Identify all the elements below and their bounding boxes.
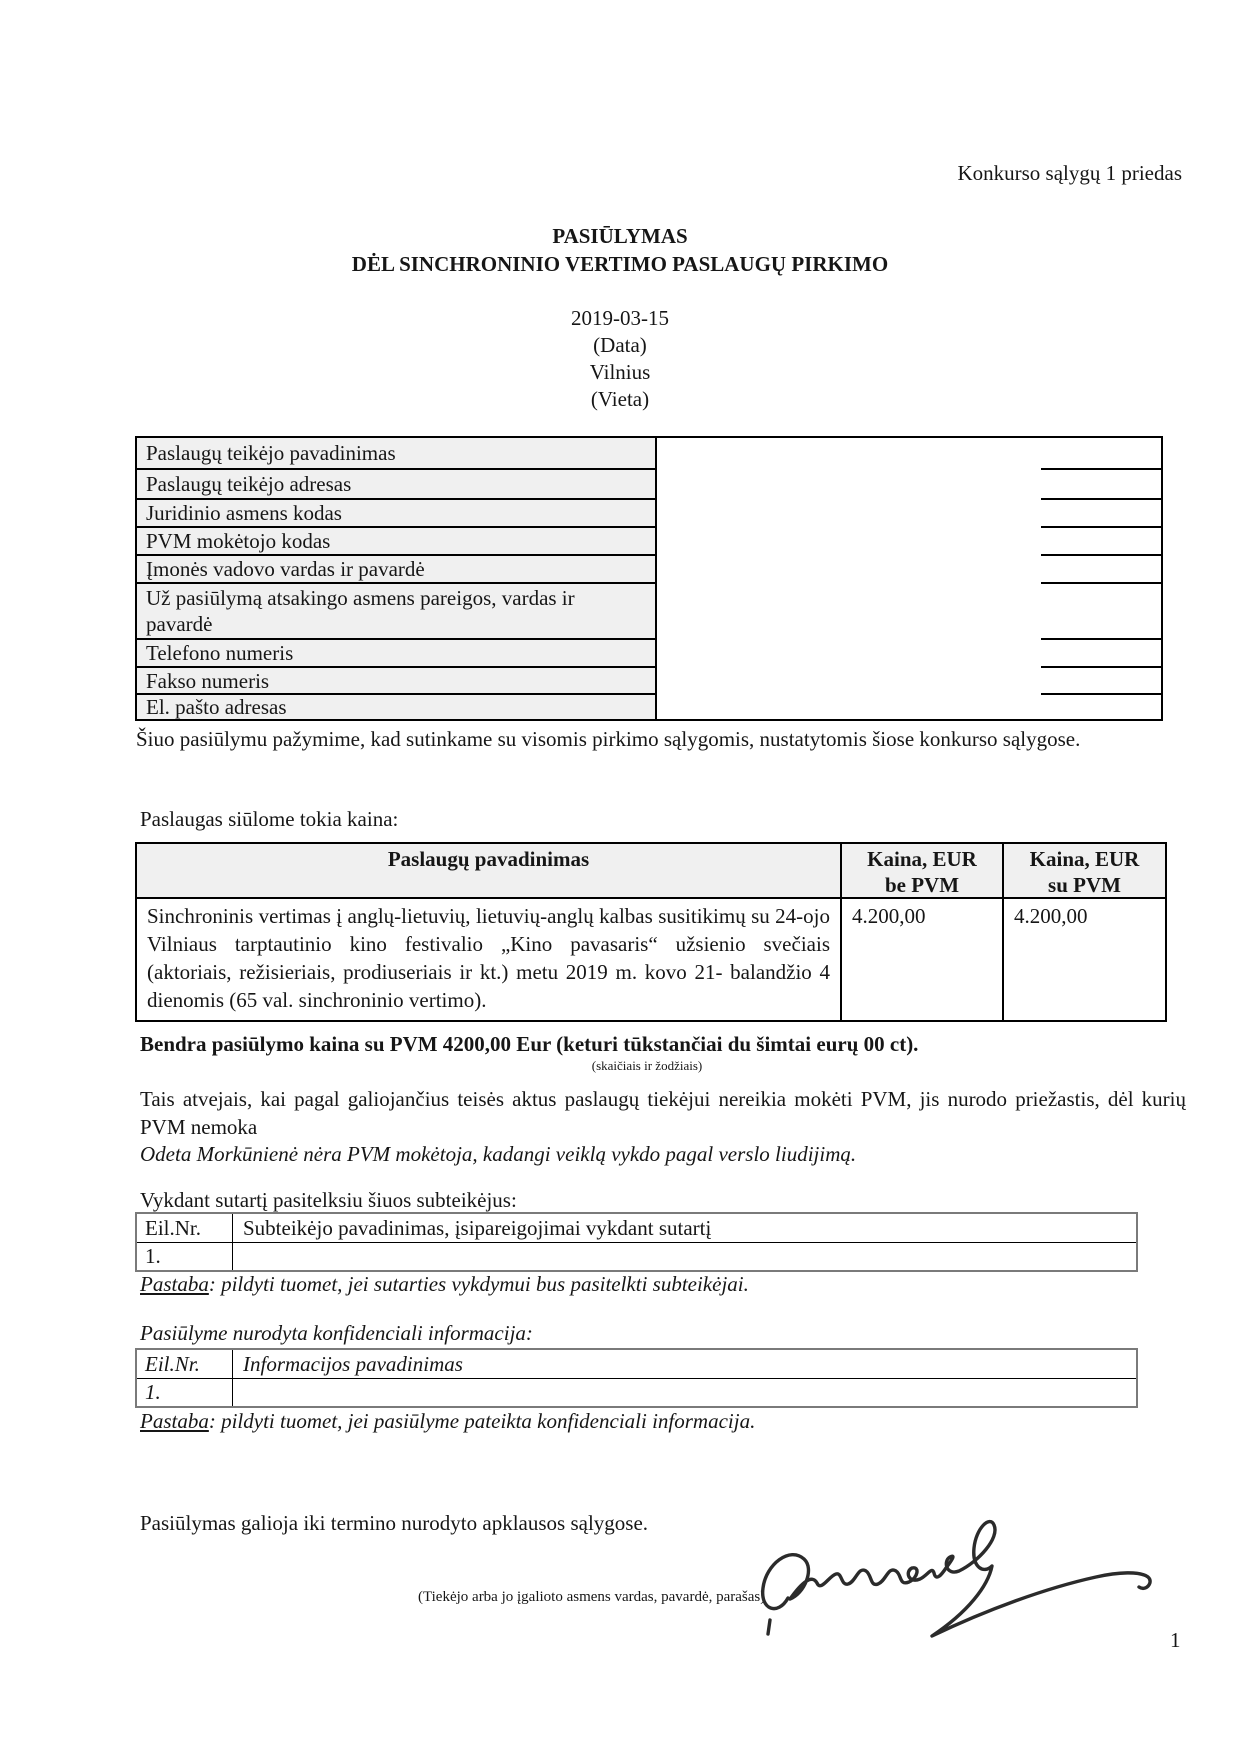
service-description: Sinchroninis vertimas į anglų-lietuvių, lietuvių-anglų kalbas susitikimų su 24-ojo Vilniaus tarptautinio kino festivalio „Kino pavasaris“ užsienio svečiais (aktoriais, režisieriais, prodiuseriais ir kt.) metu 2019 m. kovo 21- balandžio 4 dienomis (65 val. sinchroninio vertimo). <box>137 899 842 1020</box>
row-number: 1. <box>137 1243 233 1270</box>
field-value-area <box>657 500 1161 528</box>
subcontractors-note <box>140 1271 749 1298</box>
field-value-area <box>657 584 1161 640</box>
field-label: Fakso numeris <box>137 668 657 695</box>
table-row <box>137 556 1161 584</box>
signature-image <box>746 1516 1170 1654</box>
price-excl-vat-value: 4.200,00 <box>842 899 1004 1020</box>
table-row <box>137 438 1161 470</box>
column-header-information: Informacijos pavadinimas <box>243 1352 463 1376</box>
price-table-header <box>137 844 1165 897</box>
row-number: 1. <box>137 1379 233 1406</box>
field-label: Įmonės vadovo vardas ir pavardė <box>137 556 657 584</box>
price-table <box>135 842 1167 1022</box>
table-row <box>137 668 1161 695</box>
vat-exemption-note: Tais atvejais, kai pagal galiojančius teisės aktus paslaugų tiekėjui nereikia mokėti PVM, jis nurodo priežastis, dėl kurių PVM nemoka <box>140 1087 1186 1139</box>
date-place-block <box>100 305 1140 413</box>
field-value-area <box>657 528 1161 556</box>
column-header-nr: Eil.Nr. <box>137 1214 233 1242</box>
table-row <box>137 1243 1136 1270</box>
table-row <box>137 470 1161 500</box>
subcontractors-table <box>135 1212 1138 1272</box>
confidential-table-header <box>137 1350 1136 1379</box>
column-header-nr: Eil.Nr. <box>137 1350 233 1378</box>
date-caption: (Data) <box>593 333 647 357</box>
date-value: 2019-03-15 <box>571 306 669 330</box>
field-label: Už pasiūlymą atsakingo asmens pareigos, vardas ir pavardė <box>137 584 657 640</box>
note-label: Pastaba <box>140 1272 209 1296</box>
total-price-caption: (skaičiais ir žodžiais) <box>591 1058 703 1073</box>
page-number: 1 <box>1170 1628 1181 1652</box>
table-row <box>137 1379 1136 1406</box>
validity-statement: Pasiūlymas galioja iki termino nurodyto apklausos sąlygose. <box>140 1511 649 1535</box>
annex-note: Konkurso sąlygų 1 priedas <box>957 161 1182 185</box>
column-header-subcontractor: Subteikėjo pavadinimas, įsipareigojimai vykdant sutartį <box>243 1216 712 1240</box>
note-text: : pildyti tuomet, jei pasiūlyme pateikta konfidenciali informacija. <box>208 1409 756 1433</box>
title-line-1: PASIŪLYMAS <box>552 224 688 248</box>
title-line-2: DĖL SINCHRONINIO VERTIMO PASLAUGŲ PIRKIMO <box>351 252 889 276</box>
total-price-statement: Bendra pasiūlymo kaina su PVM 4200,00 Eur (keturi tūkstančiai du šimtai eurų 00 ct). <box>140 1032 919 1056</box>
field-value-area <box>657 556 1161 584</box>
note-text: : pildyti tuomet, jei sutarties vykdymui bus pasitelkti subteikėjai. <box>208 1272 749 1296</box>
column-header-price-excl-vat: Kaina, EUR be PVM <box>842 844 1004 897</box>
table-row <box>137 584 1161 640</box>
field-label: Paslaugų teikėjo adresas <box>137 470 657 500</box>
confidential-intro: Pasiūlyme nurodyta konfidenciali informacija: <box>140 1321 533 1345</box>
table-row <box>137 897 1165 1020</box>
table-row <box>137 640 1161 668</box>
table-row <box>137 695 1161 719</box>
place-value: Vilnius <box>589 360 651 384</box>
column-header-service: Paslaugų pavadinimas <box>137 844 842 897</box>
price-incl-vat-value: 4.200,00 <box>1014 904 1088 928</box>
field-value-area <box>657 438 1161 470</box>
confidential-table <box>135 1348 1138 1408</box>
confidential-note <box>140 1408 755 1435</box>
subcontractors-table-header <box>137 1214 1136 1243</box>
vat-exemption-reason: Odeta Morkūnienė nėra PVM mokėtoja, kadangi veiklą vykdo pagal verslo liudijimą. <box>140 1142 857 1166</box>
column-header-price-incl-vat: Kaina, EUR su PVM <box>1029 847 1140 897</box>
row-value <box>233 1379 1136 1406</box>
field-value-area <box>657 668 1161 695</box>
price-intro: Paslaugas siūlome tokia kaina: <box>140 807 399 831</box>
document-title <box>100 222 1140 278</box>
field-label: Telefono numeris <box>137 640 657 668</box>
field-label: PVM mokėtojo kodas <box>137 528 657 556</box>
field-value-area <box>657 640 1161 668</box>
table-row <box>137 500 1161 528</box>
field-label: Paslaugų teikėjo pavadinimas <box>137 438 657 470</box>
field-label: Juridinio asmens kodas <box>137 500 657 528</box>
field-value-area <box>657 695 1161 719</box>
row-value <box>233 1243 1136 1270</box>
place-caption: (Vieta) <box>590 387 650 411</box>
subcontractors-intro: Vykdant sutartį pasitelksiu šiuos subteikėjus: <box>140 1188 517 1212</box>
field-value-area <box>657 470 1161 500</box>
field-label: El. pašto adresas <box>137 695 657 719</box>
supplier-info-table <box>135 436 1163 721</box>
note-label: Pastaba <box>140 1409 209 1433</box>
signature-caption: (Tiekėjo arba jo įgalioto asmens vardas, pavardė, parašas) <box>418 1589 766 1605</box>
table-row <box>137 528 1161 556</box>
agreement-statement: Šiuo pasiūlymu pažymime, kad sutinkame su visomis pirkimo sąlygomis, nustatytomis šiose konkurso sąlygose. <box>136 727 1081 751</box>
